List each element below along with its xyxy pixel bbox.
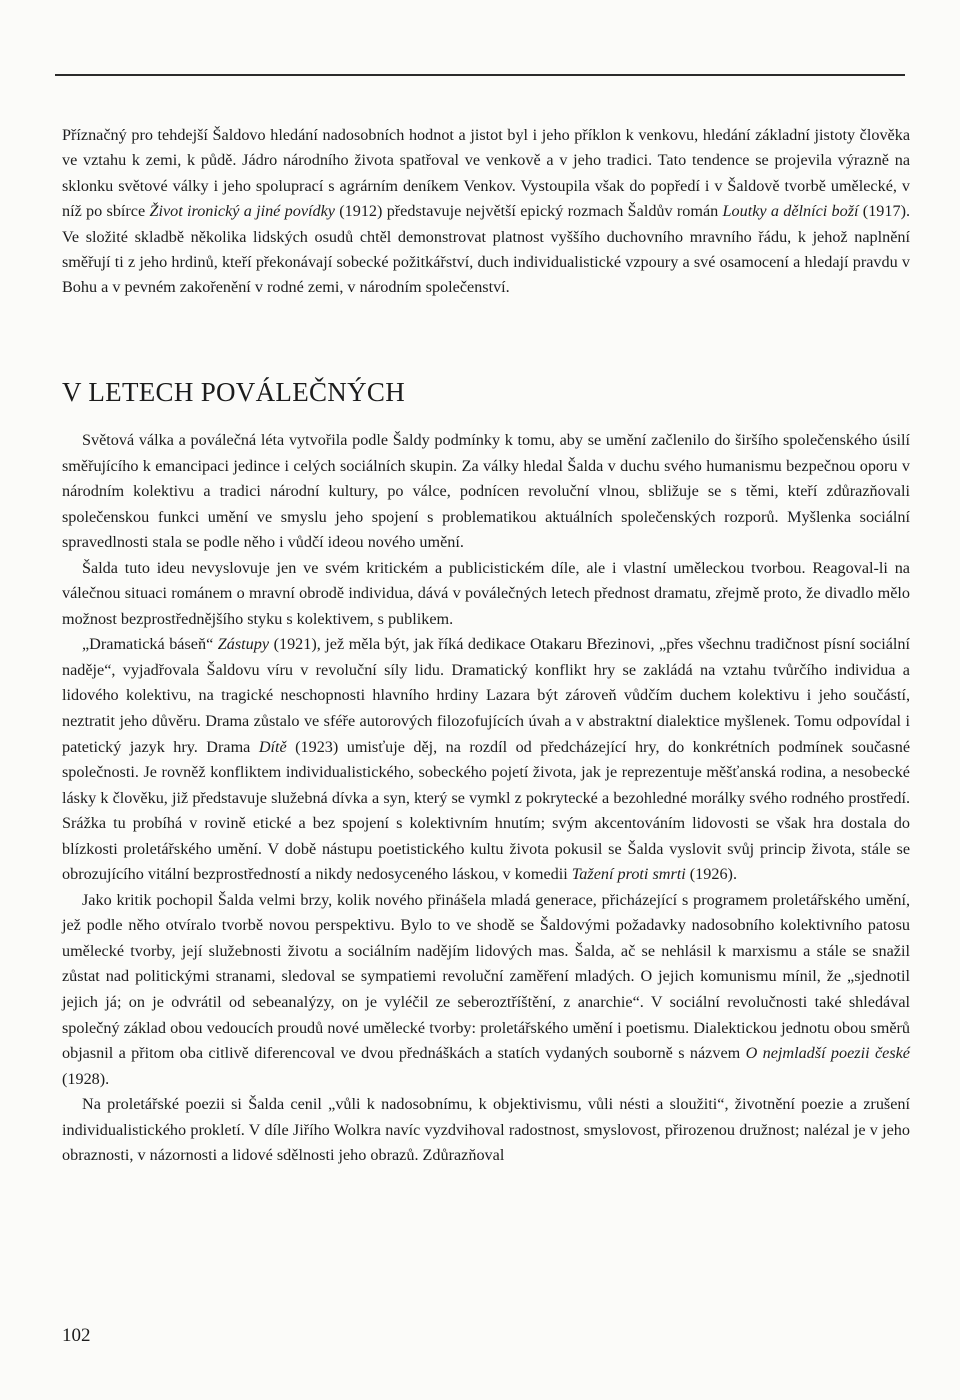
work-title: Dítě	[258, 737, 287, 756]
top-rule	[55, 74, 905, 76]
paragraph-text: Jako kritik pochopil Šalda velmi brzy, kolik nového přinášela mladá generace, přicházející s programem proletářského umění, jež podle něho otvíralo tvorbě novou perspektivu. Bylo to ve shodě se Šaldovými požadavky nadosobního kolektivního patosu umělecké tvorby, její služebnosti životu a sociálním nadějím lidových mas. Šalda, ač se nehlásil k marxismu a stále se snažil zůstat nad politickými stranami, sledoval se sympatiemi revoluční zaměření mladých. O jejich komunismu mínil, že „sjednotil jejich já; on je odvrátil od sebeanalýzy, on je vyléčil ze seberoztříštění, z anarchie“. V sociální revolučnosti také shledával společný základ obou vedoucích proudů nové umělecké tvorby: proletářského umění i poetismu. Dialektickou jednotu obou směrů objasnil a přitom oba citlivě diferencoval ve dvou přednáškách a statích vydaných souborně s názvem	[62, 890, 910, 1063]
intro-text-1: Příznačný pro tehdejší Šaldovo hledání nadosobních hodnot a jistot byl i jeho příklon k venkovu, hledání základní jistoty člověka ve vztahu k zemi, k půdě. Jádro národního života spatřoval ve venkově a v jeho tradici. Tato tendence se projevila výrazně na sklonku světové války i jeho spoluprací s agrárním deníkem Venkov. Vystoupila však do popředí i v Šaldově tvorbě umělecké, v níž po sbírce	[62, 126, 910, 221]
paragraph	[62, 632, 910, 887]
paragraph: Světová válka a poválečná léta vytvořila podle Šaldy podmínky k tomu, aby se umění začlenilo do širšího společenského úsilí směřujícího k emancipaci jedince i celých sociálních skupin. Za války hledal Šalda v duchu svého humanismu bezpečnou oporu v národním kolektivu a tradici národní kultury, po válce, podnícen revoluční vlnou, sbližuje se s těmi, kteří zdůrazňovali společenskou funkci umění ve smyslu jeho spojení s problematikou aktuálních společenských rozporů. Myšlenka sociální spravedlnosti stala se podle něho i vůdčí ideou nového umění.	[62, 431, 910, 552]
paragraph-text: „Dramatická báseň“	[82, 635, 218, 654]
work-title: Zástupy	[217, 635, 270, 654]
work-title: O nejmladší poezii české	[745, 1044, 910, 1063]
section-heading: V LETECH POVÁLEČNÝCH	[62, 377, 405, 407]
intro-paragraph	[62, 123, 910, 301]
work-title: Život ironický a jiné povídky	[149, 202, 335, 221]
paragraph	[62, 888, 910, 1092]
paragraph: Šalda tuto ideu nevyslovuje jen ve svém kritickém a publicistickém díle, ale i vlastní uměleckou tvorbou. Reagoval-li na válečnou situaci románem o mravní obrodě individua, dává v poválečných letech přednost dramatu, zřejmě proto, že divadlo mělo možnost bezprostřednějšího styku s kolektivem, s publikem.	[62, 558, 910, 628]
work-title: Tažení proti smrti	[571, 865, 686, 884]
page-number: 102	[62, 1325, 91, 1346]
intro-text-2: (1912) představuje největší epický rozmach Šaldův román	[334, 202, 723, 221]
intro-text-3: (1917). Ve složité skladbě několika lidských osudů chtěl demonstrovat platnost vyššího duchovního mravního řádu, k jehož naplnění směřují ti z jeho hrdinů, kteří překonávají sobecké požitkářství, duch individualistické vzpoury a své osamocení a hledají pravdu v Bohu a v pevném zakořenění v rodné zemi, v národním společenství.	[62, 202, 911, 297]
section-body	[62, 428, 910, 1169]
paragraph-text: (1928).	[62, 1069, 110, 1088]
paragraph-text: (1921), jež měla být, jak říká dedikace Otakaru Březinovi, „přes všechnu tradičnost písní sociální naděje“, vyjadřovala Šaldovu víru v revoluční síly lidu. Dramatický konflikt hry se zakládá na vztahu tvůrčího individua a lidového kolektivu, na tragické neschopnosti hlavního hrdiny Lazara být zároveň vůdčím duchem kolektivu i jeho součástí, neztratit jeho důvěru. Drama zůstalo ve sféře autorových filozofujících úvah a v abstraktní dialektice myšlenek. Tomu odpovídal i patetický jazyk hry. Drama	[62, 635, 910, 756]
work-title: Loutky a dělníci boží	[722, 202, 859, 221]
paragraph: Na proletářské poezii si Šalda cenil „vůli k nadosobnímu, k objektivismu, vůli nésti a sloužiti“, životnění poezie a zrušení individualistického prokletí. V díle Jiřího Wolkra navíc vyzdvihoval radostnost, smyslovost, přirozenou družnost; nalézal je v jeho obraznosti, v názornosti a lidové sdělnosti jeho obrazů. Zdůrazňoval	[62, 1095, 910, 1165]
paragraph-text: (1926).	[685, 865, 737, 884]
paragraph-text: (1923) umisťuje děj, na rozdíl od předcházející hry, do konkrétních podmínek současné společnosti. Je rovněž konfliktem individualistického, sobeckého pojetí života, jak je reprezentuje měšťanská rodina, a nesobecké lásky k člověku, již představuje služebná dívka a syn, který se vymkl z pokrytecké a bezohledné morálky svého rodného prostředí. Srážka tu probíhá v rovině etické a bez spojení s kolektivním hnutím; svým akcentováním lidovosti se však hra dostala do blízkosti proletářského umění. V době nástupu poetistického kultu života pokusil se Šalda vyslovit svůj princip života, stále se obrozujícího vitální bezprostředností a nikdy nedosyceného láskou, v komedii	[62, 737, 911, 884]
section-heading-wrap	[62, 372, 910, 412]
